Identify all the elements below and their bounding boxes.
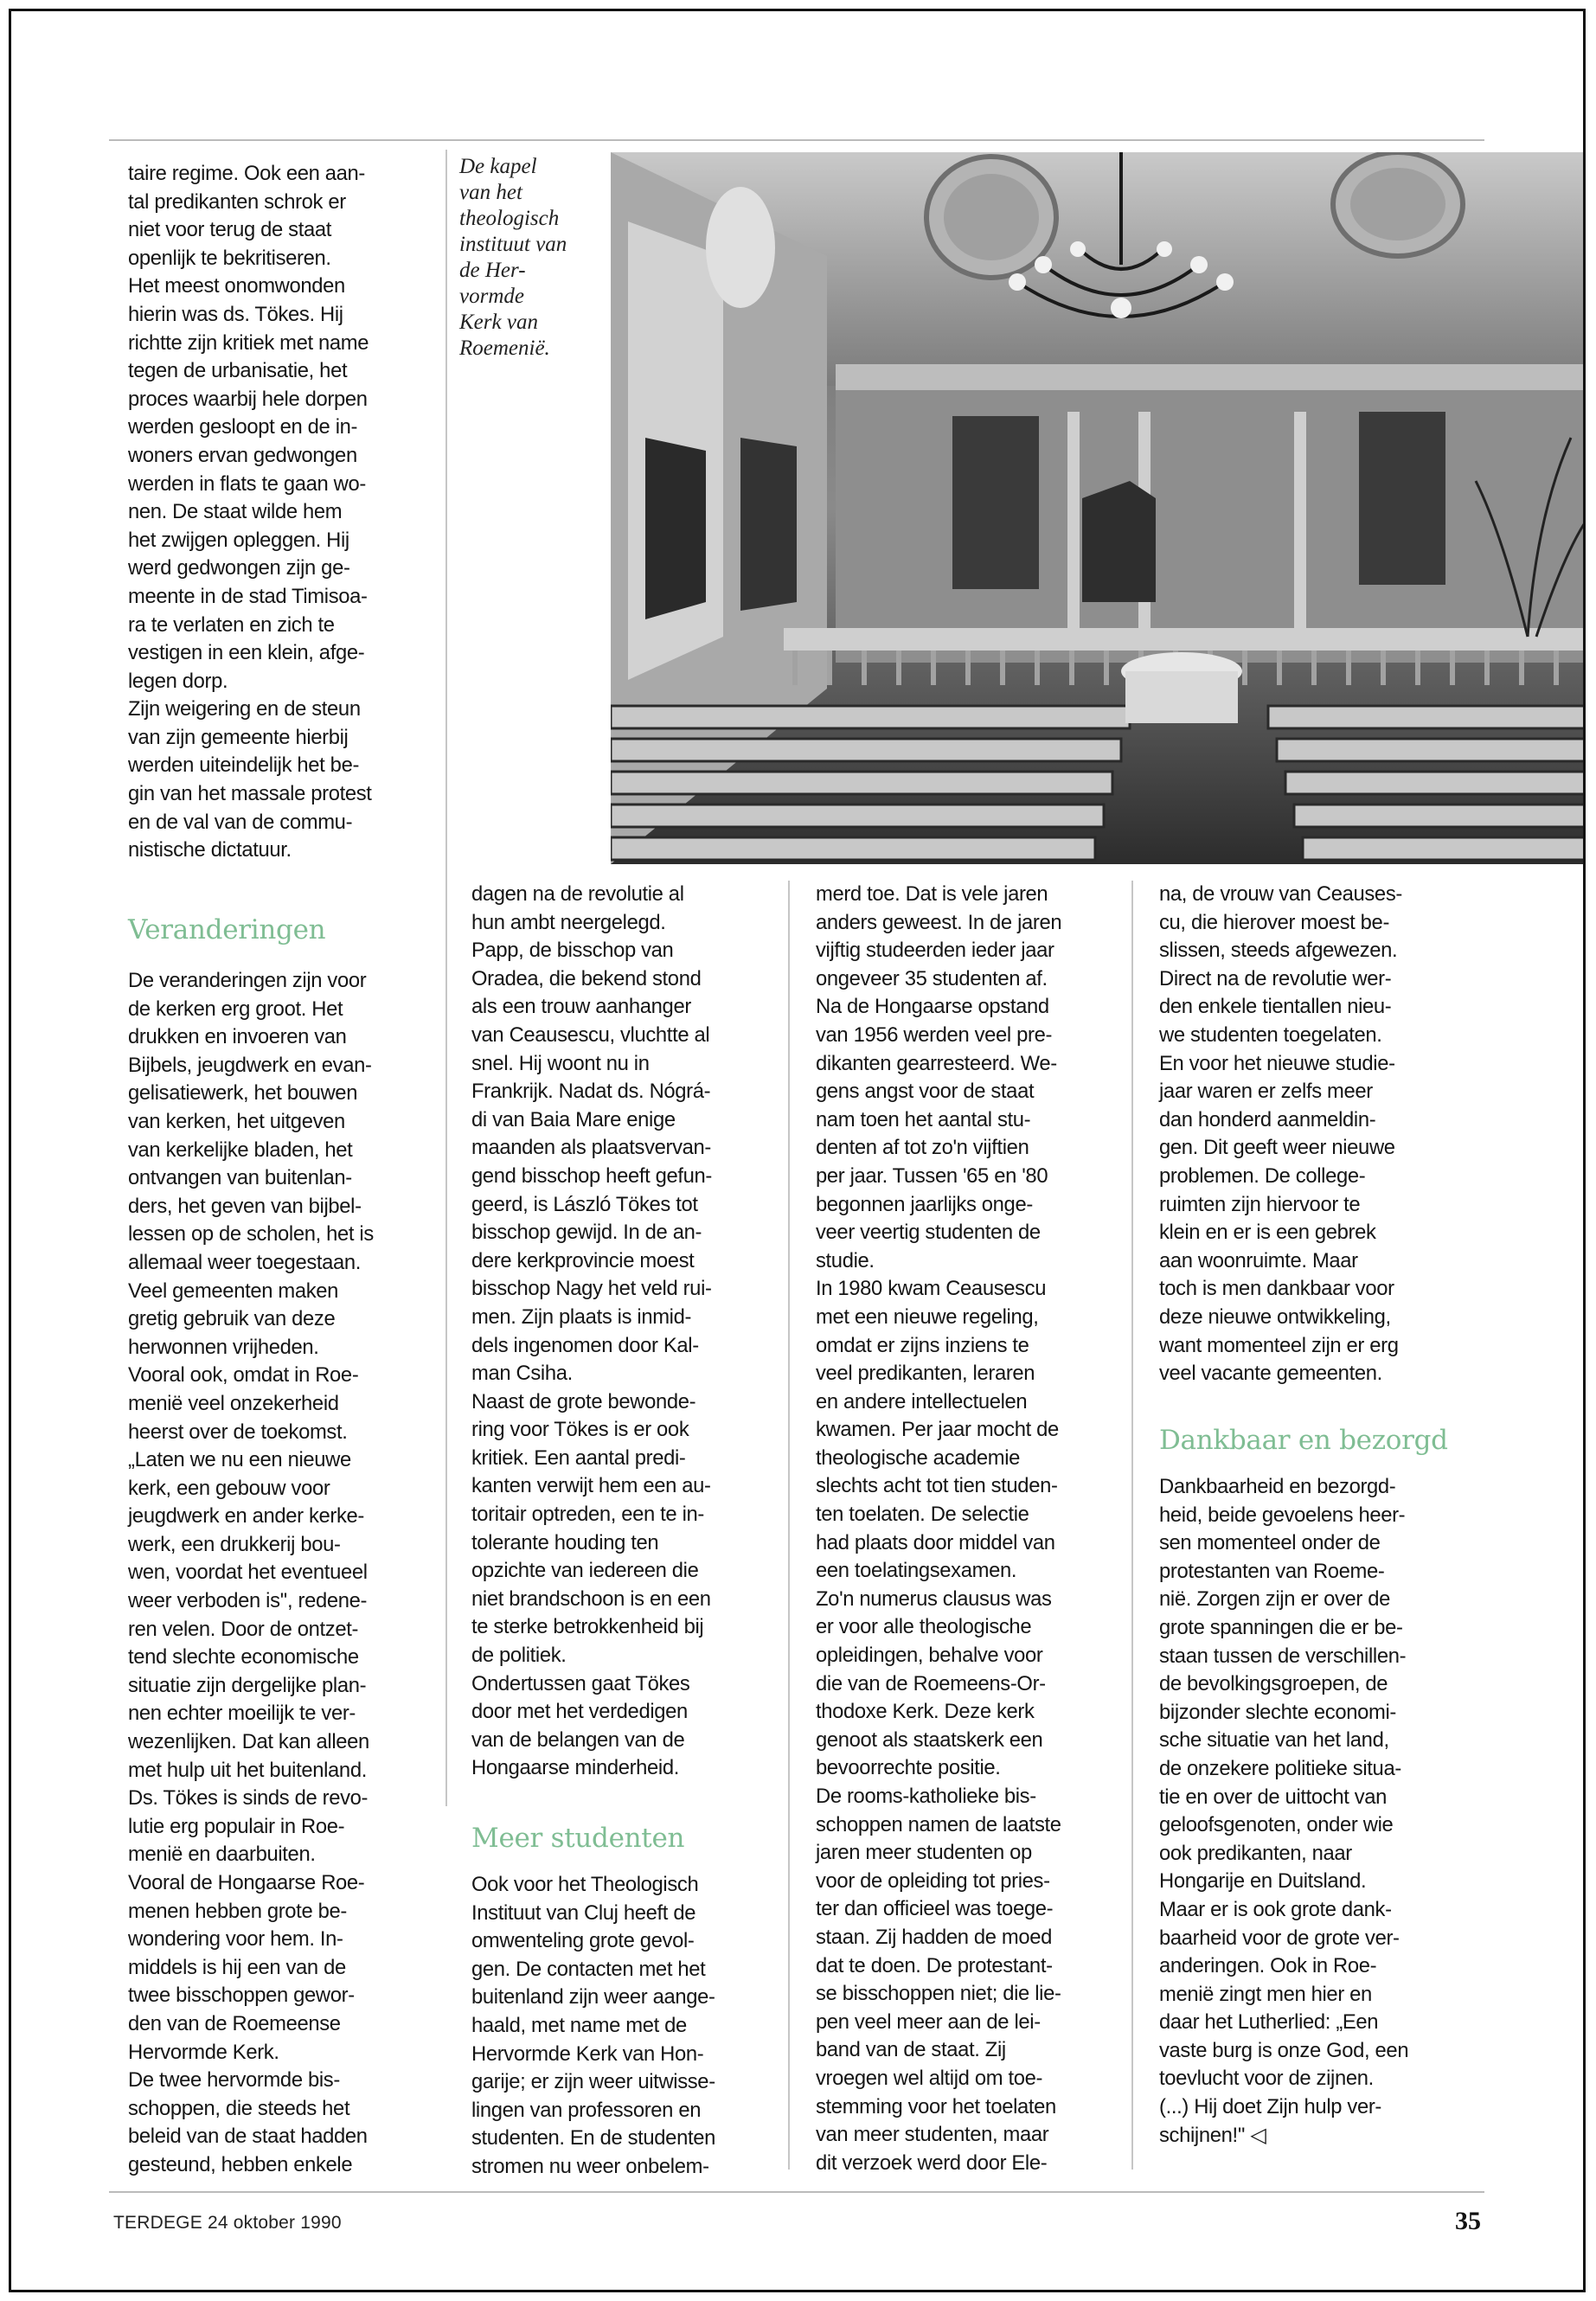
col2-top-text: dagen na de revolutie al hun ambt neergelegd. Papp, de bisschop van Oradea, die bekend stond als een trouw aanhanger van Ceausescu, vluchtte al snel. Hij woont nu in Frankrijk. Nadat ds. Nógrá- di van Baia Mare enige maanden als plaatsvervan- gend bisschop heeft gefun- geerd, is László Tökes tot bisschop gewijd. In de an- dere kerkprovincie moest bisschop Nagy het veld rui- men. Zijn plaats is inmid- dels ingenomen door Kal- man Csiha. Naast de grote bewonde- ring voor Tökes is er ook kritiek. Een aantal predi- kanten verwijt hem een au- toritair optreden, een te in- tolerante houding ten opzichte van iedereen die niet brandschoon is en een te sterke betrokkenheid bij de politiek. Ondertussen gaat Tökes door met het verdedigen van de belangen van de Hongaarse minderheid. [471,882,712,1780]
heading-dankbaar-en-bezorgd: Dankbaar en bezorgd [1159,1425,1448,1456]
column-divider [788,881,790,2170]
column-divider [1131,881,1133,2170]
col4-top-text: na, de vrouw van Ceauses- cu, die hierover moest be- slissen, steeds afgewezen. Direct na de revolutie wer- den enkele tientallen nieu- we studenten toegelaten. En voor het nieuwe studie- jaar waren er zelfs meer dan honderd aanmeldin- gen. Dit geeft weer nieuwe problemen. De college- ruimten zijn hiervoor te klein en er is een gebrek aan woonruimte. Maar toch is men dankbaar voor deze nieuwe ontwikkeling, want momenteel zijn er erg veel vacante gemeenten. [1159,882,1402,1386]
top-rule [109,139,1484,141]
col3-text: merd toe. Dat is vele jaren anders geweest. In de jaren vijftig studeerden ieder jaar ongeveer 35 studenten af. Na de Hongaarse opstand van 1956 werden veel pre- dikanten gearresteerd. We- gens angst voor de staat nam toen het aantal stu- denten af tot zo'n vijftien per jaar. Tussen '65 en '80 begonnen jaarlijks onge- veer veertig studenten de studie. In 1980 kwam Ceausescu met een nieuwe regeling, omdat er zijns inziens te veel predikanten, leraren en andere intellectuelen kwamen. Per jaar mocht de theologische academie slechts acht tot tien studen- ten toelaten. De selectie had plaats door middel van een toelatingsexamen. Zo'n numerus clausus was er voor alle theologische opleidingen, behalve voor die van de Roemeens-Or- thodoxe Kerk. Deze kerk genoot als staatskerk een bevoorrechte positie. De rooms-katholieke bis- schoppen namen de laatste jaren meer studenten op voor de opleiding tot pries- ter dan officieel was toege- staan. Zij hadden de moed dat te doen. De protestant- se bisschoppen niet; die lie- pen veel meer aan de lei- band van de staat. Zij vroegen wel altijd om toe- stemming voor het toelaten van meer studenten, maar dit verzoek werd door Ele- [816,882,1062,2175]
bottom-rule [109,2191,1484,2193]
col1-top-text: taire regime. Ook een aan- tal predikanten schrok er niet voor terug de staat openlijk te bekritiseren. Het meest onomwonden hierin was ds. Tökes. Hij richtte zijn kritiek met name tegen de urbanisatie, het proces waarbij hele dorpen werden gesloopt en de in- woners ervan gedwongen werden in flats te gaan wo- nen. De staat wilde hem het zwijgen opleggen. Hij werd gedwongen zijn ge- meente in de stad Timisoa- ra te verlaten en zich te vestigen in een klein, afge- legen dorp. Zijn weigering en de steun van zijn gemeente hierbij werden uiteindelijk het be- gin van het massale protest en de val van de commu- nistische dictatuur. [128,162,372,862]
heading-meer-studenten: Meer studenten [471,1823,685,1854]
column-divider [445,150,447,1806]
publication-footer: TERDEGE 24 oktober 1990 [113,2213,342,2233]
chapel-interior-image [611,152,1586,864]
photo-caption: De kapel van het theologisch instituut van de Her- vormde Kerk van Roemenië. [459,155,567,360]
chapel-photo [611,152,1586,864]
col4-body-text: Dankbaarheid en bezorgd- heid, beide gevoelens heer- sen momenteel onder de protestanten van Roeme- nië. Zorgen zijn er over de grote spanningen die er be- staan tussen de verschillen- de bevolkingsgroepen, de bijzonder slechte economi- sche situatie van het land, de onzekere politieke situa- tie en over de uittocht van geloofsgenoten, onder wie ook predikanten, naar Hongarije en Duitsland. Maar er is ook grote dank- baarheid voor de grote ver- anderingen. Ook in Roe- menië zingt men hier en daar het Lutherlied: „Een vaste burg is onze God, een toevlucht voor de zijnen. (...) Hij doet Zijn hulp ver- schijnen!'' ◁ [1159,1475,1409,2147]
magazine-page [9,9,1586,2292]
heading-veranderingen: Veranderingen [128,914,326,945]
col1-body-text: De veranderingen zijn voor de kerken erg groot. Het drukken en invoeren van Bijbels, jeugdwerk en evan- gelisatiewerk, het bouwen van kerken, het uitgeven van kerkelijke bladen, het ontvangen van buitenlan- ders, het geven van bijbel- lessen op de scholen, het is allemaal weer toegestaan. Veel gemeenten maken gretig gebruik van deze herwonnen vrijheden. Vooral ook, omdat in Roe- menië veel onzekerheid heerst over de toekomst. „Laten we nu een nieuwe kerk, een gebouw voor jeugdwerk en ander kerke- werk, een drukkerij bou- wen, voordat het eventueel weer verboden is'', redene- ren velen. Door de ontzet- tend slechte economische situatie zijn dergelijke plan- nen echter moeilijk te ver- wezenlijken. Dat kan alleen met hulp uit het buitenland. Ds. Tökes is sinds de revo- lutie erg populair in Roe- menië en daarbuiten. Vooral de Hongaarse Roe- menen hebben grote be- wondering voor hem. In- middels is hij een van de twee bisschoppen gewor- den van de Roemeense Hervormde Kerk. De twee hervormde bis- schoppen, die steeds het beleid van de staat hadden gesteund, hebben enkele [128,969,374,2176]
col2-body-text: Ook voor het Theologisch Instituut van Cluj heeft de omwenteling grote gevol- gen. De contacten met het buitenland zijn weer aange- haald, met name met de Hervormde Kerk van Hon- garije; er zijn weer uitwisse- lingen van professoren en studenten. En de studenten stromen nu weer onbelem- [471,1873,715,2178]
page-number: 35 [1455,2207,1481,2235]
